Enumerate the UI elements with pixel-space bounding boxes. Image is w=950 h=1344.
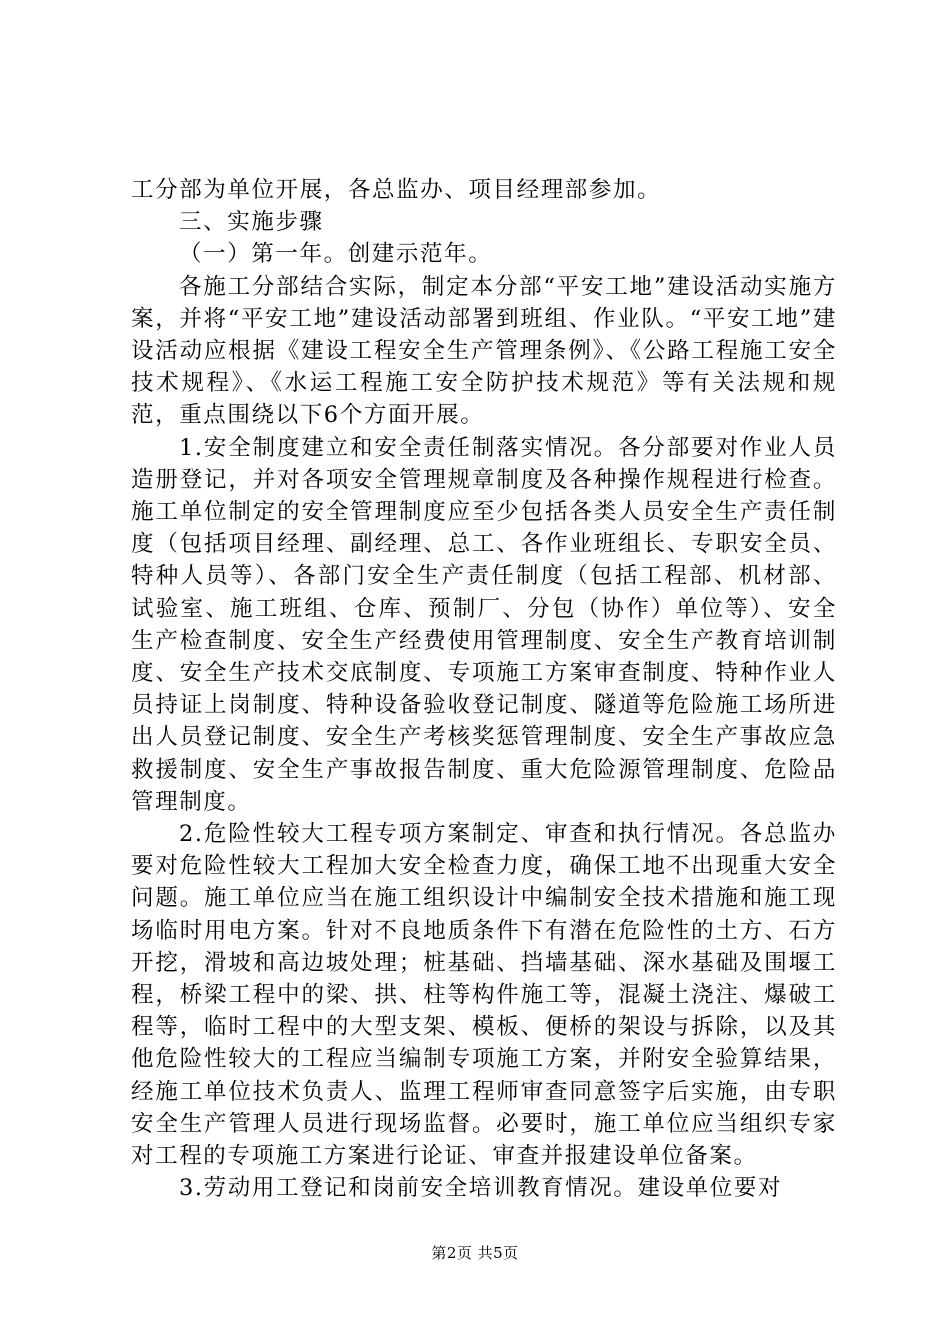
paragraph: （一）第一年。创建示范年。 — [179, 241, 493, 268]
paragraph: 3.劳动用工登记和岗前安全培训教育情况。建设单位要对 — [179, 1175, 783, 1202]
paragraph: 三、实施步骤 — [179, 209, 324, 236]
paragraph: 2.危险性较大工程专项方案制定、审查和执行情况。各总监办要对危险性较大工程加大安全检查力度，确保工地不出现重大安全问题。施工单位应当在施工组织设计中编制安全技术措施和施工现场临时用电方案。针对不良地质条件下有潜在危险性的土方、石方开挖，滑坡和高边坡处理；桩基础、挡墙基础、深水基础及围堰工程，桥梁工程中的梁、拱、柱等构件施工等，混凝土浇注、爆破工程等，临时工程中的大型支架、模板、便桥的架设与拆除，以及其他危险性较大的工程应当编制专项施工方案，并附安全验算结果，经施工单位技术负责人、监理工程师审查同意签字后实施，由专职安全生产管理人员进行现场监督。必要时，施工单位应当组织专家对工程的专项施工方案进行论证、审查并报建设单位备案。 — [131, 821, 837, 1170]
paragraph: 1.安全制度建立和安全责任制落实情况。各分部要对作业人员造册登记，并对各项安全管理规章制度及各种操作规程进行检查。施工单位制定的安全管理制度应至少包括各类人员安全生产责任制度（包括项目经理、副经理、总工、各作业班组长、专职安全员、特种人员等）、各部门安全生产责任制度（包括工程部、机材部、试验室、施工班组、仓库、预制厂、分包（协作）单位等）、安全生产检查制度、安全生产经费使用管理制度、安全生产教育培训制度、安全生产技术交底制度、专项施工方案审查制度、特种作业人员持证上岗制度、特种设备验收登记制度、隧道等危险施工场所进出人员登记制度、安全生产考核奖惩管理制度、安全生产事故应急救援制度、安全生产事故报告制度、重大危险源管理制度、危险品管理制度。 — [131, 434, 837, 815]
paragraph: 工分部为单位开展，各总监办、项目经理部参加。 — [131, 177, 662, 203]
page-footer: 第2页 共5页 — [431, 1244, 519, 1262]
paragraph: 各施工分部结合实际，制定本分部“平安工地”建设活动实施方案，并将“平安工地”建设活动部署到班组、作业队。“平安工地”建设活动应根据《建设工程安全生产管理条例》、《公路工程施工安全技术规程》、《水运工程施工安全防护技术规范》等有关法规和规范，重点围绕以下6个方面开展。 — [131, 273, 837, 429]
document-body — [131, 174, 837, 1205]
